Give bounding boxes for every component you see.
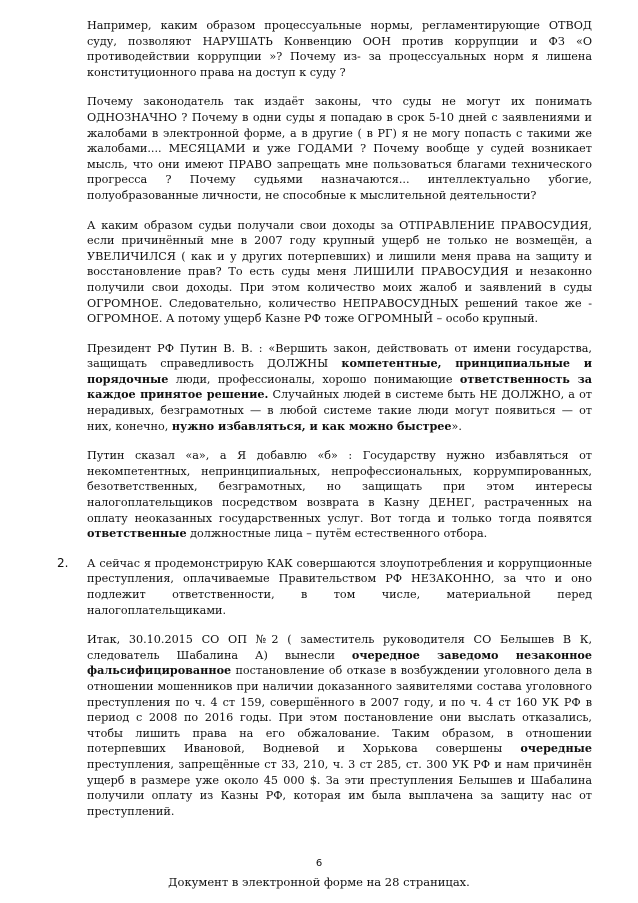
quote-text-3: Случайных людей в системе быть НЕ ДОЛЖНО, а от нерадивых, безграмотных — в любой системе такие люди могут появиться — от них, конечно, bbox=[87, 388, 592, 433]
paragraph-otvod: Например, каким образом процессуальные нормы, регламентирующие ОТВОД суду, позволяют НАРУШАТЬ Конвенцию ООН против коррупции и ФЗ «О противодействии коррупции »? Почему из- за процессуальных норм я лишена конституционного права на доступ к суду ? bbox=[87, 19, 592, 79]
quote-text-4: ». bbox=[451, 419, 462, 433]
list-number: 2. bbox=[57, 555, 69, 570]
paragraph-putin-said bbox=[87, 448, 592, 542]
itak-bold-1: очередное заведомо незаконное фальсифицированное bbox=[87, 647, 593, 678]
paragraph-court-income: А каким образом судьи получали свои доходы за ОТПРАВЛЕНИЕ ПРАВОСУДИЯ, если причинённый мне в 2007 году крупный ущерб не только не возмещён, а УВЕЛИЧИЛСЯ ( как и у других потерпевших) и лишили меня права на защиту и восстановление прав? То есть суды меня ЛИШИЛИ ПРАВОСУДИЯ и незаконно получили свои доходы. При этом количество моих жалоб и заявлений в суды ОГРОМНОЕ. Следовательно, количество НЕПРАВОСУДНЫХ решений такое же - ОГРОМНОЕ. А потому ущерб Казне РФ тоже ОГРОМНЫЙ – особо крупный. bbox=[87, 218, 592, 326]
footer-note: Документ в электронной форме на 28 страницах. bbox=[168, 875, 470, 889]
paragraph-president-quote bbox=[87, 341, 592, 435]
quote-bold-3: нужно избавляться, и как можно быстрее bbox=[171, 418, 452, 433]
putin-text-1: Путин сказал «а», а Я добавлю «б» : Государству нужно избавляться от некомпетентных, непринципиальных, непрофессиональных, коррумпированных, безответственных, безграмотных, но защищать при этом интересы налогоплательщиков посредством возврата в Казну ДЕНЕГ, растраченных на оплату неоказанных государственных услуг. Вот тогда и только тогда появятся bbox=[87, 449, 592, 525]
numbered-paragraph-2 bbox=[57, 555, 592, 618]
putin-text-2: должностные лица – путём естественного отбора. bbox=[186, 527, 488, 541]
itak-text-1: Итак, 30.10.2015 СО ОП №2 ( заместитель руководителя СО Белышев В К, следователь Шабалина А) вынесли bbox=[87, 633, 592, 662]
paragraph-legislator: Почему законодатель так издаёт законы, что суды не могут их понимать ОДНОЗНАЧНО ? Почему в одни суды я попадаю в срок 5-10 дней с заявлениями и жалобами в электронной форме, а в другие ( в РГ) я не могу попасть с такими же жалобами.... МЕСЯЦАМИ и уже ГОДАМИ ? Почему вообще у судей возникает мысль, что они имеют ПРАВО запрещать мне пользоваться благами технического прогресса ? Почему судьями назначаются... интеллектуально убогие, полуобразованные личности, не способные к мыслительной деятельности? bbox=[87, 95, 592, 202]
numbered-paragraph-text: А сейчас я продемонстрирую КАК совершаются злоупотребления и коррупционные преступления, оплачиваемые Правительством РФ НЕЗАКОННО, за что и оно подлежит ответственности, в том числе, материальной перед налогоплательщиками. bbox=[87, 556, 592, 617]
itak-text-3: преступления, запрещённые ст 33, 210, ч. 3 ст 285, ст. 300 УК РФ и нам причинён ущерб в размере уже около 45 000 $. За эти преступления Белышев и Шабалина получили оплату из Казны РФ, которая им была выплачена за защиту нас от преступлений. bbox=[87, 757, 592, 818]
itak-text-2: постановление об отказе в возбуждении уголовного дела в отношении мошенников при наличии доказанного заявителями состава уголовного преступления по ч. 4 ст 159, совершённого в 2007 году, и по ч. 4 ст 160 УК РФ в период с 2008 по 2016 годы. При этом постановление они выслать отказались, чтобы лишить права на его обжалование. Таким образом, в отношении потерпевших Ивановой, Водневой и Хорьковa совершены bbox=[87, 664, 592, 756]
quote-bold-1: компетентные, принципиальные и порядочные bbox=[87, 356, 592, 386]
quote-bold-2: ответственность за каждое принятое решение. bbox=[87, 371, 592, 402]
paragraph-itak bbox=[87, 632, 592, 819]
itak-bold-2: очередные bbox=[520, 741, 592, 756]
page-number: 6 bbox=[315, 858, 323, 869]
quote-text-1: Президент РФ Путин В. В. : «Вершить закон, действовать от имени государства, защищать справедливость ДОЛЖНЫ bbox=[87, 341, 592, 371]
quote-text-2: люди, профессионалы, хорошо понимающие bbox=[168, 372, 460, 386]
document-body bbox=[57, 18, 593, 833]
putin-bold-1: ответственные bbox=[87, 526, 187, 541]
